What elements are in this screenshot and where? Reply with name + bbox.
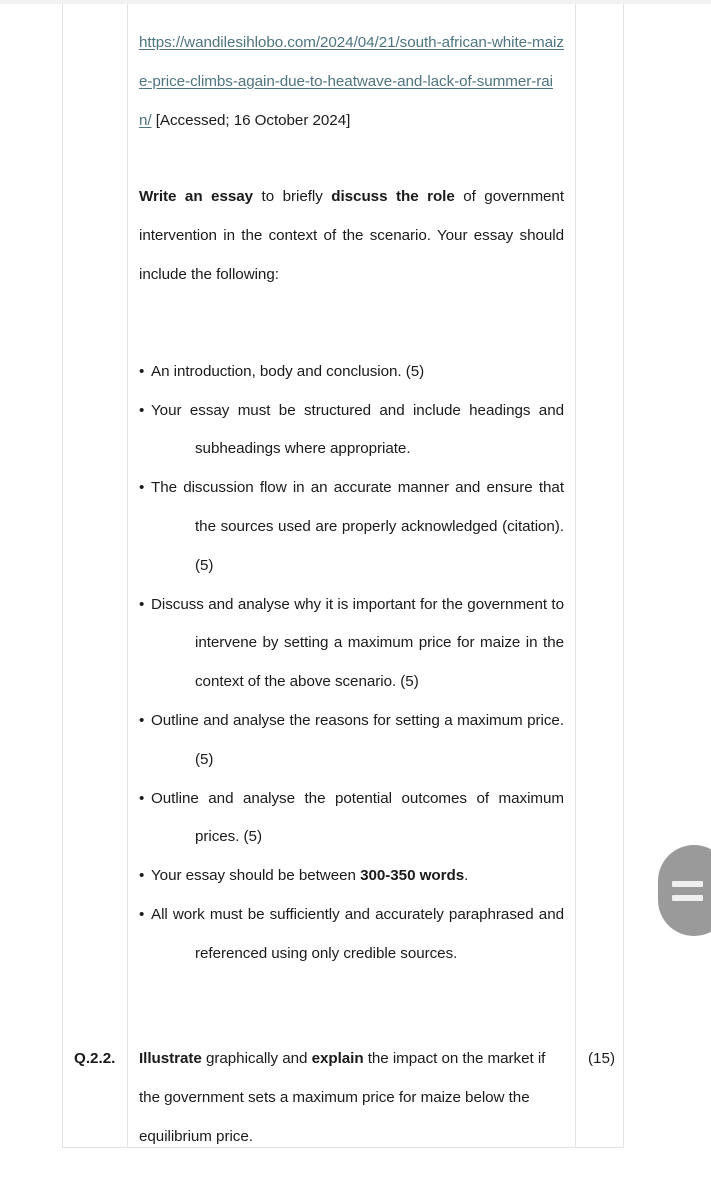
requirement-text: Discuss and analyse why it is important for the government to intervene by setting a maximum price for maize in the context of the above scenario. (5) — [151, 595, 564, 691]
requirement-text: Your essay must be structured and include headings and subheadings where appropriate. — [151, 401, 564, 458]
requirement-item — [139, 586, 564, 702]
q22-text-2: the impact on the market if the government sets a maximum price for maize below the equilibrium price. — [139, 1050, 546, 1145]
requirement-text: An introduction, body and conclusion. (5) — [151, 362, 425, 380]
source-url-link[interactable]: https://wandilesihlobo.com/2024/04/21/south-african-white-maize-price-climbs-again-due-to-heatwave-and-lack-of-summer-rain/ — [139, 34, 564, 129]
document-page — [0, 4, 711, 1154]
requirement-item — [139, 780, 564, 858]
bullet-icon: • — [139, 905, 145, 923]
grip-line-icon — [672, 895, 703, 901]
requirement-item — [139, 896, 564, 974]
source-reference — [139, 4, 564, 140]
essay-instruction-bold-1: Write an essay — [139, 188, 254, 206]
question-number-column — [63, 4, 128, 1147]
requirement-text: Outline and analyse the potential outcomes of maximum prices. (5) — [151, 789, 564, 846]
bullet-icon: • — [139, 479, 145, 497]
requirement-item — [139, 857, 564, 896]
question-number-q22: Q.2.2. — [74, 1050, 116, 1067]
bullet-icon: • — [139, 362, 145, 380]
bullet-icon: • — [139, 595, 145, 613]
requirement-item — [139, 353, 564, 392]
q22-text-1: graphically and — [201, 1050, 312, 1067]
essay-instruction-paragraph — [139, 140, 564, 294]
requirement-item — [139, 469, 564, 585]
requirement-text: Your essay should be between 300-350 words. — [151, 867, 469, 885]
marks-q22: (15) — [588, 1050, 616, 1067]
scroll-drag-handle[interactable] — [658, 845, 711, 936]
marks-column — [576, 4, 623, 1147]
essay-instruction-text-2: of government intervention in the context of the scenario. Your essay should include the following: — [139, 188, 565, 283]
bullet-icon: • — [139, 401, 145, 419]
requirement-item — [139, 702, 564, 780]
q22-bold-2: explain — [311, 1050, 364, 1067]
q22-bold-1: Illustrate — [139, 1050, 202, 1067]
source-accessed-date: [Accessed; 16 October 2024] — [151, 111, 351, 129]
requirement-bold-segment: 300-350 words — [360, 867, 465, 885]
requirement-item — [139, 392, 564, 470]
bullet-icon: • — [139, 711, 145, 729]
question-22-text — [139, 1040, 559, 1156]
question-table — [62, 4, 624, 1148]
bullet-icon: • — [139, 789, 145, 807]
requirement-text: All work must be sufficiently and accurately paraphrased and referenced using only credible sources. — [151, 905, 564, 962]
essay-instruction-bold-2: discuss the role — [331, 188, 455, 206]
grip-line-icon — [672, 881, 703, 887]
question-body-column — [128, 4, 576, 1147]
essay-requirements-list — [139, 295, 564, 974]
bullet-icon: • — [139, 867, 145, 885]
requirement-text: The discussion flow in an accurate manner and ensure that the sources used are properly acknowledged (citation). (5) — [151, 479, 564, 574]
requirement-text: Outline and analyse the reasons for setting a maximum price. (5) — [151, 711, 564, 768]
essay-instruction-text-1: to briefly — [253, 188, 332, 206]
